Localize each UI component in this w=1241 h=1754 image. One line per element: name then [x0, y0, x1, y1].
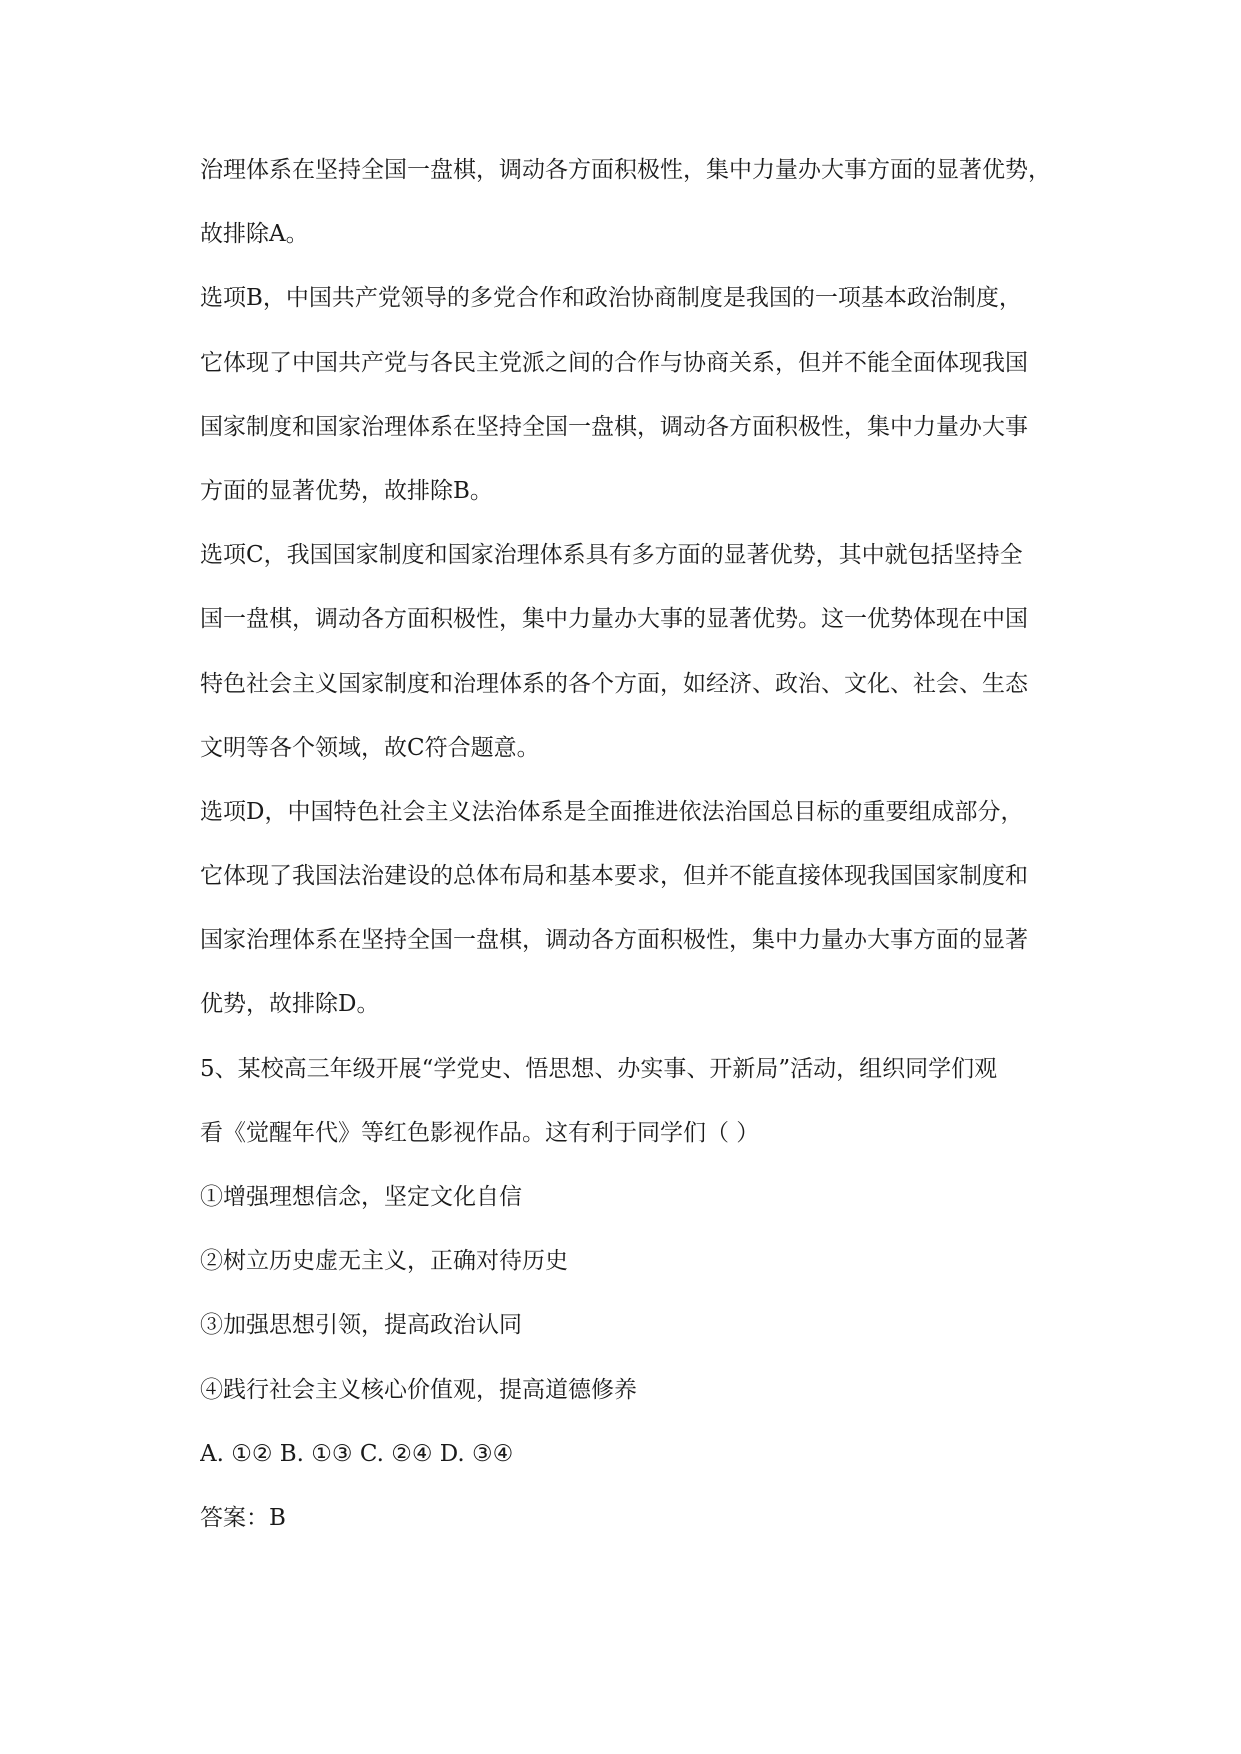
text-line: 选项C，我国国家制度和国家治理体系具有多方面的显著优势，其中就包括坚持全	[200, 542, 1023, 569]
statement-item: ①增强理想信念，坚定文化自信	[200, 1184, 522, 1210]
question-stem: 5、某校高三年级开展“学党史、悟思想、办实事、开新局”活动，组织同学们观	[200, 1055, 998, 1082]
text-line: 选项B，中国共产党领导的多党合作和政治协商制度是我国的一项基本政治制度，	[200, 285, 1022, 312]
text-line: 方面的显著优势，故排除B。	[200, 477, 493, 504]
text-line: 选项D，中国特色社会主义法治体系是全面推进依法治国总目标的重要组成部分，	[200, 798, 1024, 825]
answer-key: 答案：B	[200, 1504, 286, 1531]
statement-item: ②树立历史虚无主义，正确对待历史	[200, 1248, 568, 1275]
text-line: 优势，故排除D。	[200, 991, 380, 1018]
text-line: 文明等各个领域，故C符合题意。	[200, 734, 540, 761]
statement-item: ③加强思想引领，提高政治认同	[200, 1312, 522, 1339]
text-line: 它体现了我国法治建设的总体布局和基本要求，但并不能直接体现我国国家制度和	[200, 863, 1028, 890]
text-line: 特色社会主义国家制度和治理体系的各个方面，如经济、政治、文化、社会、生态	[200, 670, 1028, 697]
text-line: 故排除A。	[200, 221, 309, 248]
text-line: 它体现了中国共产党与各民主党派之间的合作与协商关系，但并不能全面体现我国	[200, 349, 1028, 376]
text-line: 国家制度和国家治理体系在坚持全国一盘棋，调动各方面积极性，集中力量办大事	[200, 413, 1028, 440]
document-body	[200, 138, 1080, 1550]
question-stem: 看《觉醒年代》等红色影视作品。这有利于同学们（ ）	[200, 1119, 760, 1146]
statement-item: ④践行社会主义核心价值观，提高道德修养	[200, 1376, 637, 1403]
text-line: 治理体系在坚持全国一盘棋，调动各方面积极性，集中力量办大事方面的显著优势，	[200, 157, 1051, 183]
answer-options: A. ①② B. ①③ C. ②④ D. ③④	[200, 1440, 514, 1467]
text-line: 国家治理体系在坚持全国一盘棋，调动各方面积极性，集中力量办大事方面的显著	[200, 927, 1028, 954]
text-line: 国一盘棋，调动各方面积极性，集中力量办大事的显著优势。这一优势体现在中国	[200, 606, 1028, 633]
